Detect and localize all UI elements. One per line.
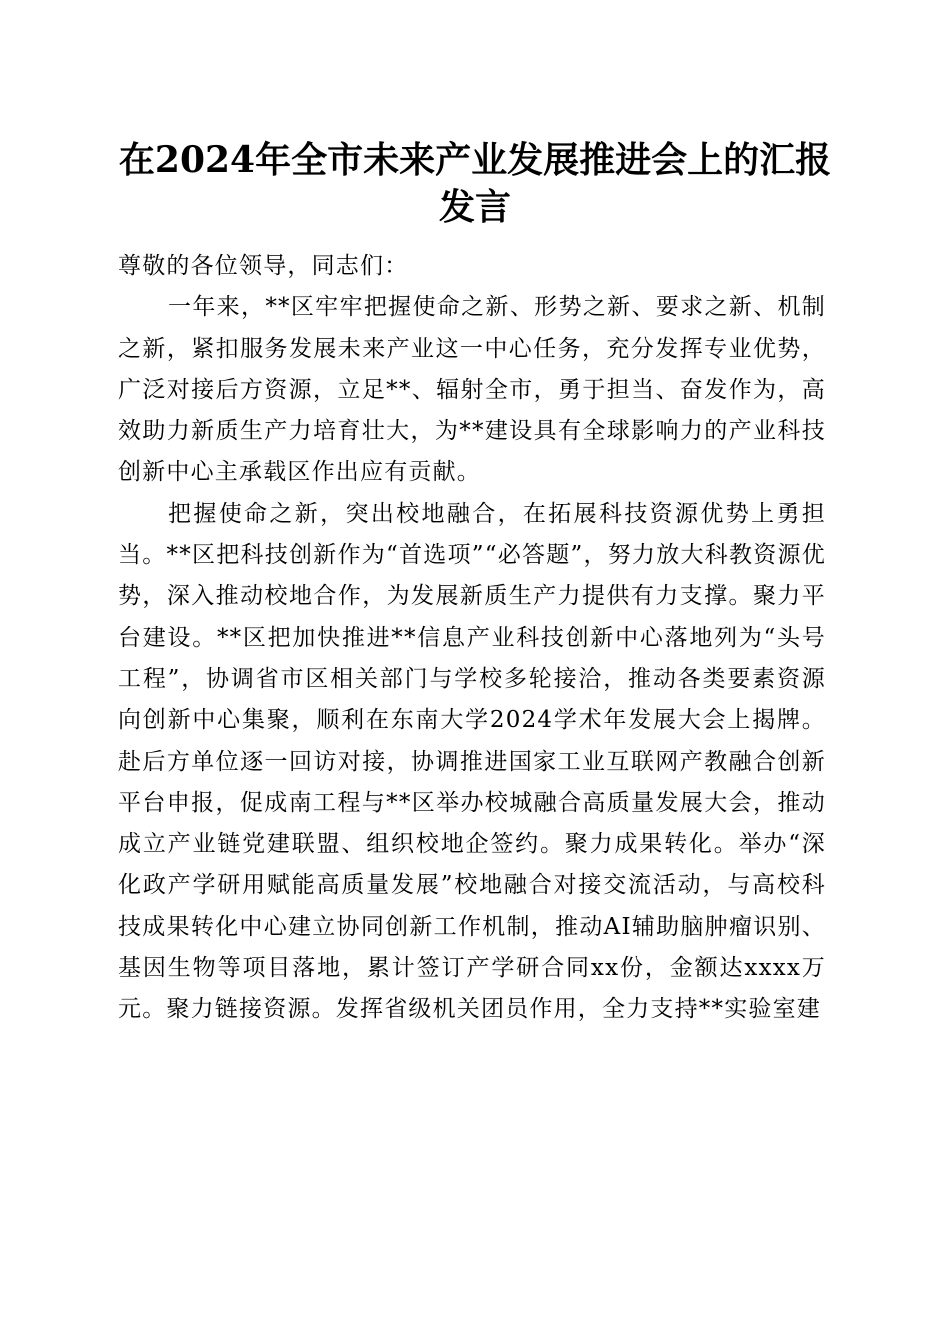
document-body [118, 246, 826, 1031]
paragraph-1: 一年来，**区牢牢把握使命之新、形势之新、要求之新、机制之新，紧扣服务发展未来产业这一中心任务，充分发挥专业优势，广泛对接后方资源，立足**、辐射全市，勇于担当、奋发作为，高效助力新质生产力培育壮大，为**建设具有全球影响力的产业科技创新中心主承载区作出应有贡献。 [118, 294, 826, 486]
salutation: 尊敬的各位领导，同志们： [118, 253, 409, 279]
paragraph-2: 把握使命之新，突出校地融合，在拓展科技资源优势上勇担当。**区把科技创新作为“首选项”“必答题”，努力放大科教资源优势，深入推动校地合作，为发展新质生产力提供有力支撑。聚力平台建设。**区把加快推进**信息产业科技创新中心落地列为“头号工程”，协调省市区相关部门与学校多轮接洽，推动各类要素资源向创新中心集聚，顺利在东南大学2024学术年发展大会上揭牌。赴后方单位逐一回访对接，协调推进国家工业互联网产教融合创新平台申报，促成南工程与**区举办校城融合高质量发展大会，推动成立产业链党建联盟、组织校地企签约。聚力成果转化。举办“深化政产学研用赋能高质量发展”校地融合对接交流活动，与高校科技成果转化中心建立协同创新工作机制，推动AI辅助脑肿瘤识别、基因生物等项目落地，累计签订产学研合同xx份，金额达xxxx万元。聚力链接资源。发挥省级机关团员作用，全力支持**实验室建 [118, 500, 826, 1023]
document-title: 在2024年全市未来产业发展推进会上的汇报发言 [118, 139, 832, 228]
